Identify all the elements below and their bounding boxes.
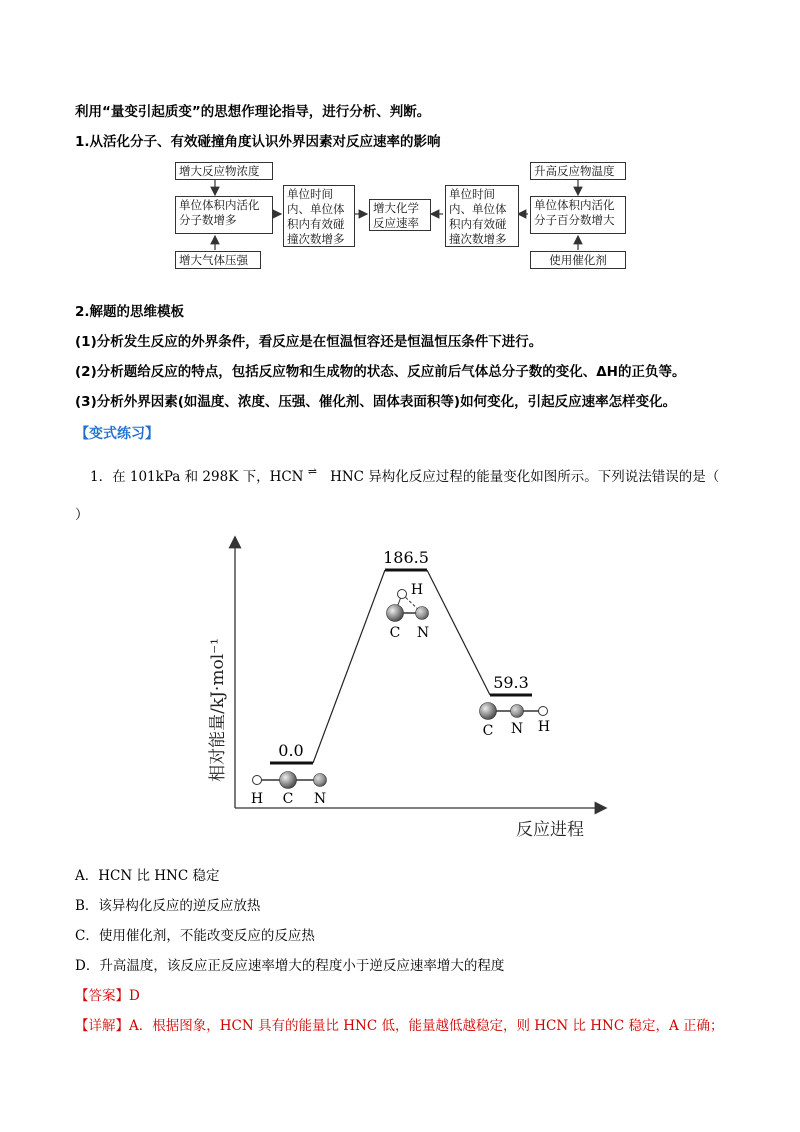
box-effective-collisions-right: 单位时间内、单位体积内有效碰撞次数增多 <box>445 185 519 247</box>
atom-label-h: H <box>250 791 264 807</box>
box-use-catalyst: 使用催化剂 <box>530 251 626 269</box>
template-item-2: (2)分析题给反应的特点，包括反应物和生成物的状态、反应前后气体总分子数的变化、ΔH的正负等。 <box>75 364 686 380</box>
prod-atom-label-c: C <box>482 723 494 739</box>
exercise-header: 【变式练习】 <box>75 426 159 442</box>
x-axis-label: 反应进程 <box>516 820 584 840</box>
path-up <box>313 570 385 763</box>
box-increase-rate: 增大化学反应速率 <box>369 199 431 231</box>
energy-profile-chart <box>195 530 625 850</box>
explanation-line <box>75 1014 724 1034</box>
option-a: A．HCN 比 HNC 稳定 <box>75 868 220 884</box>
box-increase-pressure: 增大气体压强 <box>175 251 261 269</box>
template-item-1: (1)分析发生反应的外界条件，看反应是在恒温恒容还是恒温恒压条件下进行。 <box>75 334 543 350</box>
answer-label: 【答案】 <box>75 988 129 1004</box>
ts-atom-label-c: C <box>389 625 401 641</box>
atom-label-n: N <box>313 791 327 807</box>
box-activated-percentage-increase: 单位体积内活化分子百分数增大 <box>530 196 626 234</box>
hcn-molecule <box>251 772 327 808</box>
answer-line <box>75 984 140 1004</box>
level-value-reactant: 0.0 <box>278 741 304 760</box>
intro-text: 利用“量变引起质变”的思想作理论指导，进行分析、判断。 <box>75 104 431 120</box>
answer-value: D <box>129 988 140 1004</box>
reversible-arrow-icon: ⇌ <box>307 465 318 478</box>
question-stem-part2: HNC 异构化反应过程的能量变化如图所示。下列说法错误的是（ <box>330 469 720 485</box>
explanation-text: A．根据图象，HCN 具有的能量比 HNC 低，能量越低越稳定，则 HCN 比 HNC 稳定，A 正确； <box>129 1018 724 1034</box>
ts-atom-label-h: H <box>410 582 424 598</box>
question-stem <box>90 465 719 485</box>
box-effective-collisions-left: 单位时间内、单位体积内有效碰撞次数增多 <box>283 185 355 247</box>
prod-atom-label-n: N <box>510 721 524 737</box>
question-stem-end: ） <box>75 507 89 523</box>
ts-atom-label-n: N <box>416 625 430 641</box>
level-value-transition: 186.5 <box>383 548 429 567</box>
template-item-3: (3)分析外界因素(如温度、浓度、压强、催化剂、固体表面积等)如何变化，引起反应速率怎样变化。 <box>75 394 677 410</box>
box-increase-concentration: 增大反应物浓度 <box>175 162 273 180</box>
prod-atom-label-h: H <box>537 719 551 735</box>
transition-state-molecule <box>387 582 430 641</box>
question-stem-part1: 1．在 101kPa 和 298K 下，HCN <box>90 469 304 485</box>
section2-title: 2.解题的思维模板 <box>75 304 185 320</box>
section1-title: 1.从活化分子、有效碰撞角度认识外界因素对反应速率的影响 <box>75 134 441 150</box>
level-value-product: 59.3 <box>493 673 529 692</box>
y-axis-label: 相对能量/kJ·mol⁻¹ <box>208 638 228 782</box>
box-activated-molecules-increase: 单位体积内活化分子数增多 <box>175 196 273 234</box>
atom-label-c: C <box>282 791 294 807</box>
option-c: C．使用催化剂，不能改变反应的反应热 <box>75 928 315 944</box>
option-d: D．升高温度，该反应正反应速率增大的程度小于逆反应速率增大的程度 <box>75 958 505 974</box>
hnc-molecule <box>480 703 551 740</box>
path-down <box>427 570 490 695</box>
option-b: B．该异构化反应的逆反应放热 <box>75 898 261 914</box>
box-raise-temperature: 升高反应物温度 <box>530 162 626 180</box>
explanation-label: 【详解】 <box>75 1018 129 1034</box>
diagram-arrows <box>0 0 800 300</box>
